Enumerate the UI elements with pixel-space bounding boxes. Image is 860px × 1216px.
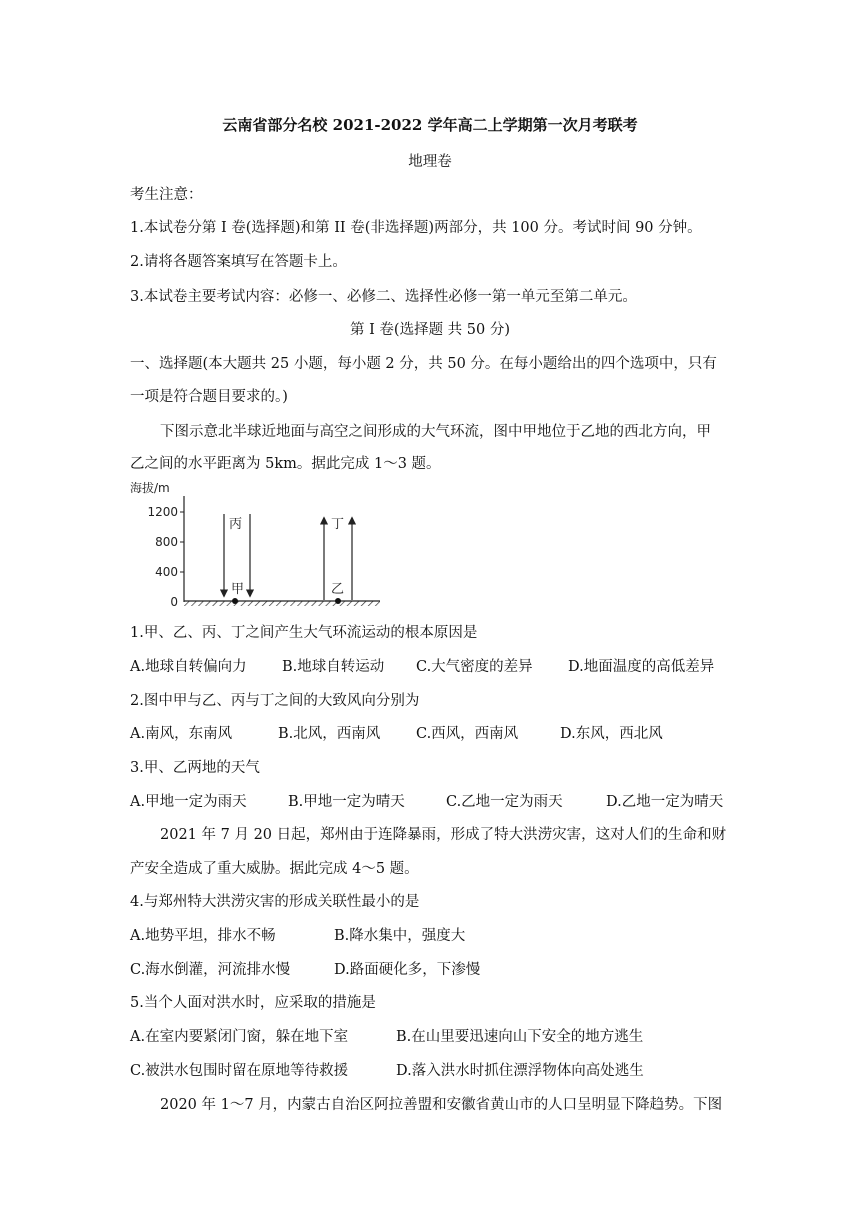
circulation-diagram [128, 478, 388, 614]
label-bing: 丙 [229, 517, 243, 532]
tick-label: 400 [155, 565, 178, 579]
section-title: 第 I 卷(选择题 共 50 分) [349, 322, 511, 338]
answer-option: C.西风，西南风 [416, 726, 519, 742]
intro-paragraph: 2020 年 1～7 月，内蒙古自治区阿拉善盟和安徽省黄山市的人口呈明显下降趋势。下图 [160, 1097, 723, 1113]
answer-option: C.乙地一定为雨天 [446, 794, 563, 810]
answer-option: C.海水倒灌，河流排水慢 [130, 962, 291, 978]
label-jia: 甲 [231, 582, 245, 597]
notice-heading: 考生注意： [130, 187, 203, 203]
tick-label: 1200 [147, 505, 178, 519]
point-jia [232, 598, 238, 604]
question-stem: 1.甲、乙、丙、丁之间产生大气环流运动的根本原因是 [130, 625, 478, 641]
answer-option: B.甲地一定为晴天 [288, 794, 405, 810]
answer-option: A.甲地一定为雨天 [130, 794, 247, 810]
intro-paragraph: 产安全造成了重大威胁。据此完成 4～5 题。 [130, 861, 419, 877]
intro-paragraph: 乙之间的水平距离为 5km。据此完成 1～3 题。 [130, 456, 441, 472]
answer-option: B.降水集中，强度大 [334, 928, 466, 944]
answer-option: C.被洪水包围时留在原地等待救援 [130, 1063, 349, 1079]
intro-paragraph: 下图示意北半球近地面与高空之间形成的大气环流，图中甲地位于乙地的西北方向，甲 [160, 424, 711, 440]
label-ding: 丁 [331, 517, 345, 532]
point-yi [335, 598, 341, 604]
answer-option: B.地球自转运动 [282, 659, 385, 675]
answer-option: C.大气密度的差异 [416, 659, 533, 675]
answer-option: A.南风，东南风 [130, 726, 233, 742]
answer-option: D.东风，西北风 [560, 726, 663, 742]
notice-item: 2.请将各题答案填写在答题卡上。 [130, 254, 347, 270]
notice-item: 3.本试卷主要考试内容：必修一、必修二、选择性必修一第一单元至第二单元。 [130, 289, 637, 305]
answer-option: A.在室内要紧闭门窗，躲在地下室 [130, 1029, 349, 1045]
section-instruction: 一、选择题(本大题共 25 小题，每小题 2 分，共 50 分。在每小题给出的四个选项中，只有 [130, 356, 717, 372]
question-stem: 2.图中甲与乙、丙与丁之间的大致风向分别为 [130, 693, 420, 709]
answer-option: A.地势平坦，排水不畅 [130, 928, 276, 944]
answer-option: D.落入洪水时抓住漂浮物体向高处逃生 [396, 1063, 644, 1079]
answer-option: D.乙地一定为晴天 [606, 794, 724, 810]
notice-item: 1.本试卷分第 I 卷(选择题)和第 II 卷(非选择题)两部分，共 100 分。考试时间 90 分钟。 [130, 220, 702, 236]
question-stem: 5.当个人面对洪水时，应采取的措施是 [130, 995, 376, 1011]
intro-paragraph: 2021 年 7 月 20 日起，郑州由于连降暴雨，形成了特大洪涝灾害，这对人们的生命和财 [160, 827, 727, 843]
label-yi: 乙 [331, 582, 345, 597]
answer-option: D.路面硬化多，下渗慢 [334, 962, 481, 978]
exam-subject: 地理卷 [408, 154, 452, 170]
question-stem: 3.甲、乙两地的天气 [130, 760, 260, 776]
answer-option: B.北风，西南风 [278, 726, 381, 742]
answer-option: A.地球自转偏向力 [130, 659, 247, 675]
tick-label: 800 [155, 535, 178, 549]
ground-hatch [184, 601, 380, 606]
answer-option: D.地面温度的高低差异 [568, 659, 715, 675]
question-stem: 4.与郑州特大洪涝灾害的形成关联性最小的是 [130, 894, 420, 910]
section-instruction: 一项是符合题目要求的。) [130, 389, 288, 405]
exam-title: 云南省部分名校 2021-2022 学年高二上学期第一次月考联考 [222, 116, 638, 134]
axis-label: 海拔/m [130, 481, 170, 495]
tick-label: 0 [170, 595, 178, 609]
answer-option: B.在山里要迅速向山下安全的地方逃生 [396, 1029, 644, 1045]
